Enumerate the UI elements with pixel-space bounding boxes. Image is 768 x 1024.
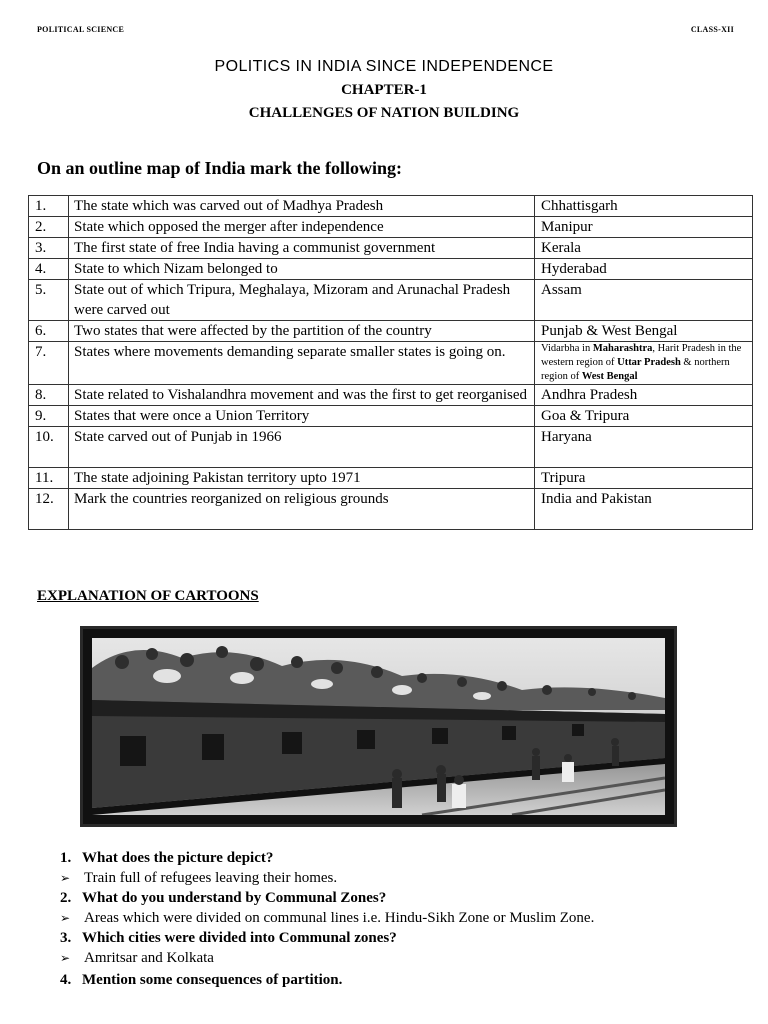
page-title: POLITICS IN INDIA SINCE INDEPENDENCE	[214, 58, 554, 75]
row-answer: Andhra Pradesh	[535, 385, 753, 406]
cartoon-qa	[60, 848, 750, 990]
table-row	[29, 321, 753, 342]
row-number: 10.	[29, 427, 69, 468]
row-question: State to which Nizam belonged to	[69, 259, 535, 280]
header-right: CLASS-XII	[690, 25, 734, 34]
arrow-bullet-icon: ➢	[60, 951, 71, 965]
answer-1	[60, 868, 750, 888]
row-answer: Goa & Tripura	[535, 406, 753, 427]
question-number: 2.	[60, 890, 72, 906]
table-row	[29, 342, 753, 385]
table-row	[29, 385, 753, 406]
question-3	[60, 928, 750, 948]
answer-state: Maharashtra	[592, 343, 653, 354]
table-row	[29, 280, 753, 321]
row-number: 5.	[29, 280, 69, 321]
question-2	[60, 888, 750, 908]
row-answer: Assam	[535, 280, 753, 321]
row-number: 9.	[29, 406, 69, 427]
row-answer	[535, 342, 753, 385]
photo-illustration	[92, 638, 665, 815]
row-answer: Kerala	[535, 238, 753, 259]
row-number: 6.	[29, 321, 69, 342]
map-table	[28, 195, 753, 530]
row-question: Mark the countries reorganized on religious grounds	[69, 489, 535, 530]
table-row	[29, 406, 753, 427]
question-4	[60, 970, 750, 990]
question-number: 1.	[60, 850, 72, 866]
row-question: Two states that were affected by the partition of the country	[69, 321, 535, 342]
row-question: State related to Vishalandhra movement and was the first to get reorganised	[69, 385, 535, 406]
table-row	[29, 427, 753, 468]
question-text: What does the picture depict?	[82, 850, 274, 866]
row-answer: Haryana	[535, 427, 753, 468]
row-question: States where movements demanding separate smaller states is going on.	[69, 342, 535, 385]
question-text: What do you understand by Communal Zones?	[82, 890, 387, 906]
question-number: 4.	[60, 972, 72, 988]
answer-text: , Harit Pradesh in the western region of	[541, 343, 742, 368]
answer-text: & northern region of	[541, 357, 730, 382]
map-heading: On an outline map of India mark the following:	[37, 158, 403, 178]
row-answer: Hyderabad	[535, 259, 753, 280]
table-row	[29, 259, 753, 280]
row-question: The first state of free India having a communist government	[69, 238, 535, 259]
answer-text: Areas which were divided on communal lines i.e. Hindu-Sikh Zone or Muslim Zone.	[84, 910, 595, 926]
row-answer: Manipur	[535, 217, 753, 238]
answer-2	[60, 908, 750, 928]
row-number: 3.	[29, 238, 69, 259]
refugee-train-photo	[80, 626, 677, 827]
row-question: The state adjoining Pakistan territory upto 1971	[69, 468, 535, 489]
row-number: 1.	[29, 196, 69, 217]
table-row	[29, 217, 753, 238]
question-number: 3.	[60, 930, 72, 946]
row-number: 8.	[29, 385, 69, 406]
row-answer: Punjab & West Bengal	[535, 321, 753, 342]
table-row	[29, 468, 753, 489]
row-number: 2.	[29, 217, 69, 238]
question-1	[60, 848, 750, 868]
row-question: State out of which Tripura, Meghalaya, Mizoram and Arunachal Pradesh were carved out	[69, 280, 535, 321]
answer-3	[60, 948, 750, 968]
table-row	[29, 196, 753, 217]
chapter-title: CHAPTER-1	[341, 82, 427, 98]
row-question: States that were once a Union Territory	[69, 406, 535, 427]
answer-state: West Bengal	[581, 371, 638, 382]
row-question: The state which was carved out of Madhya Pradesh	[69, 196, 535, 217]
row-question: State carved out of Punjab in 1966	[69, 427, 535, 468]
question-text: Mention some consequences of partition.	[82, 972, 343, 988]
row-answer: Tripura	[535, 468, 753, 489]
row-number: 4.	[29, 259, 69, 280]
answer-text: Amritsar and Kolkata	[84, 950, 214, 966]
answer-text: Vidarbha in	[541, 343, 593, 354]
answer-state: Uttar Pradesh	[617, 357, 681, 368]
row-number: 12.	[29, 489, 69, 530]
question-text: Which cities were divided into Communal zones?	[82, 930, 397, 946]
row-answer: India and Pakistan	[535, 489, 753, 530]
chapter-subtitle: CHALLENGES OF NATION BUILDING	[248, 105, 520, 121]
row-question: State which opposed the merger after independence	[69, 217, 535, 238]
table-row	[29, 489, 753, 530]
row-number: 7.	[29, 342, 69, 385]
answer-text: Train full of refugees leaving their homes.	[84, 870, 338, 886]
header-left: POLITICAL SCIENCE	[37, 25, 125, 34]
cartoons-heading: EXPLANATION OF CARTOONS	[37, 588, 259, 604]
table-row	[29, 238, 753, 259]
arrow-bullet-icon: ➢	[60, 911, 71, 925]
arrow-bullet-icon: ➢	[60, 871, 71, 885]
row-answer: Chhattisgarh	[535, 196, 753, 217]
row-number: 11.	[29, 468, 69, 489]
